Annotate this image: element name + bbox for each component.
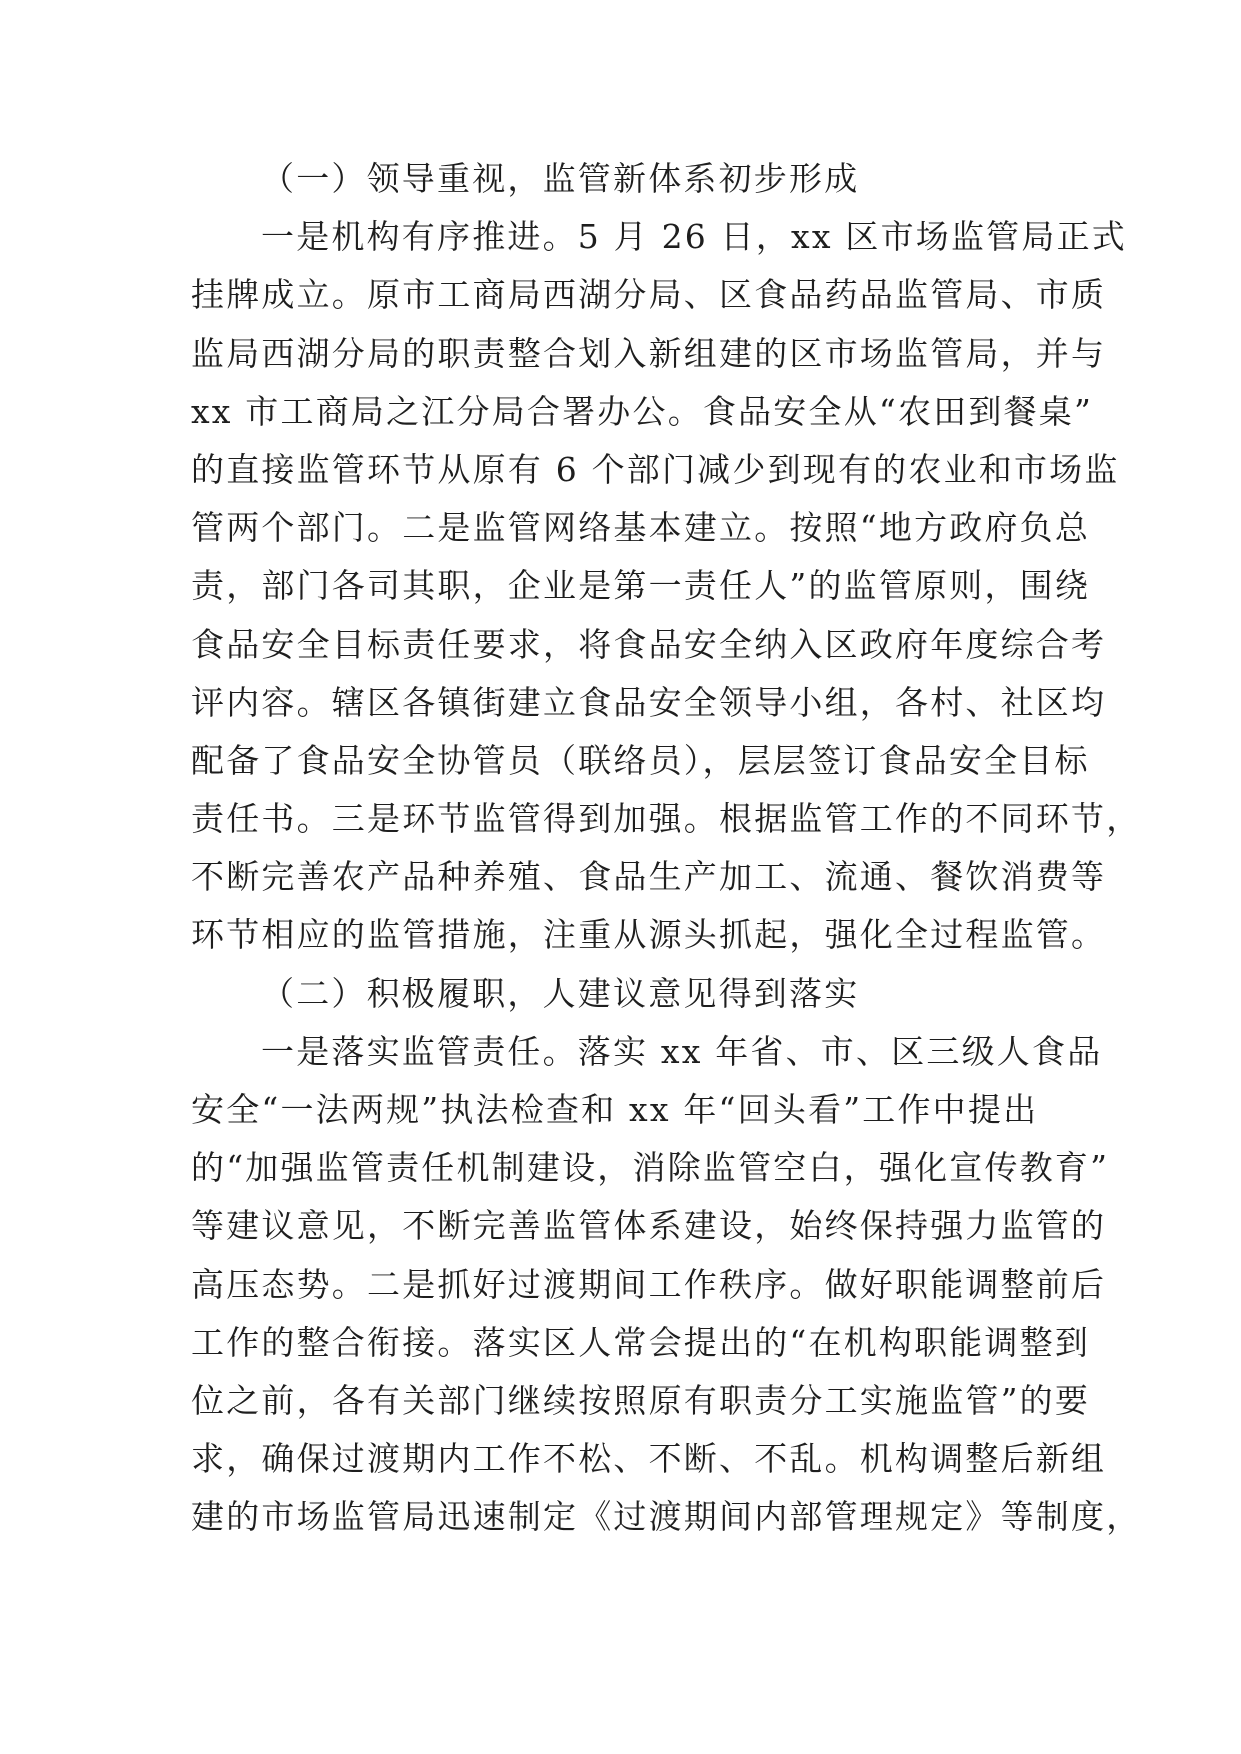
paragraph-line: 求，确保过渡期内工作不松、不断、不乱。机构调整后新组 (191, 1439, 1107, 1479)
paragraph-line: 的“加强监管责任机制建设，消除监管空白，强化宣传教育” (191, 1148, 1110, 1188)
paragraph-line: 评内容。辖区各镇街建立食品安全领导小组，各村、社区均 (191, 682, 1107, 722)
section-heading: （二）积极履职，人建议意见得到落实 (261, 973, 860, 1013)
paragraph-line: 一是落实监管责任。落实 xx 年省、市、区三级人食品 (261, 1031, 1103, 1071)
paragraph-line: 的直接监管环节从原有 6 个部门减少到现有的农业和市场监 (191, 449, 1120, 489)
section-heading: （一）领导重视，监管新体系初步形成 (261, 159, 860, 198)
paragraph-line: 位之前，各有关部门继续按照原有职责分工实施监管”的要 (191, 1380, 1091, 1420)
paragraph-line: 责任书。三是环节监管得到加强。根据监管工作的不同环节， (191, 799, 1142, 839)
paragraph-line: xx 市工商局之江分局合署办公。食品安全从“农田到餐桌” (191, 391, 1094, 431)
paragraph-line: 高压态势。二是抓好过渡期间工作秩序。做好职能调整前后 (191, 1264, 1107, 1304)
paragraph-line: 食品安全目标责任要求，将食品安全纳入区政府年度综合考 (191, 624, 1107, 664)
paragraph-line: 责，部门各司其职，企业是第一责任人”的监管原则，围绕 (191, 566, 1091, 606)
paragraph-line: 安全“一法两规”执法检查和 xx 年“回头看”工作中提出 (191, 1090, 1039, 1129)
paragraph-line: 监局西湖分局的职责整合划入新组建的区市场监管局，并与 (191, 333, 1107, 373)
document-body (191, 150, 1142, 1547)
paragraph-line: 一是机构有序推进。5 月 26 日，xx 区市场监管局正式 (261, 217, 1127, 257)
paragraph-line: 建的市场监管局迅速制定《过渡期间内部管理规定》等制度， (191, 1497, 1142, 1537)
paragraph-line: 工作的整合衔接。落实区人常会提出的“在机构职能调整到 (191, 1322, 1091, 1362)
paragraph-line: 等建议意见，不断完善监管体系建设，始终保持强力监管的 (191, 1206, 1107, 1246)
paragraph-line: 环节相应的监管措施，注重从源头抓起，强化全过程监管。 (191, 915, 1107, 955)
paragraph-line: 配备了食品安全协管员（联络员），层层签订食品安全目标 (191, 740, 1090, 780)
paragraph-line: 挂牌成立。原市工商局西湖分局、区食品药品监管局、市质 (191, 275, 1107, 315)
paragraph-line: 不断完善农产品种养殖、食品生产加工、流通、餐饮消费等 (191, 857, 1107, 897)
paragraph-line: 管两个部门。二是监管网络基本建立。按照“地方政府负总 (191, 508, 1091, 548)
